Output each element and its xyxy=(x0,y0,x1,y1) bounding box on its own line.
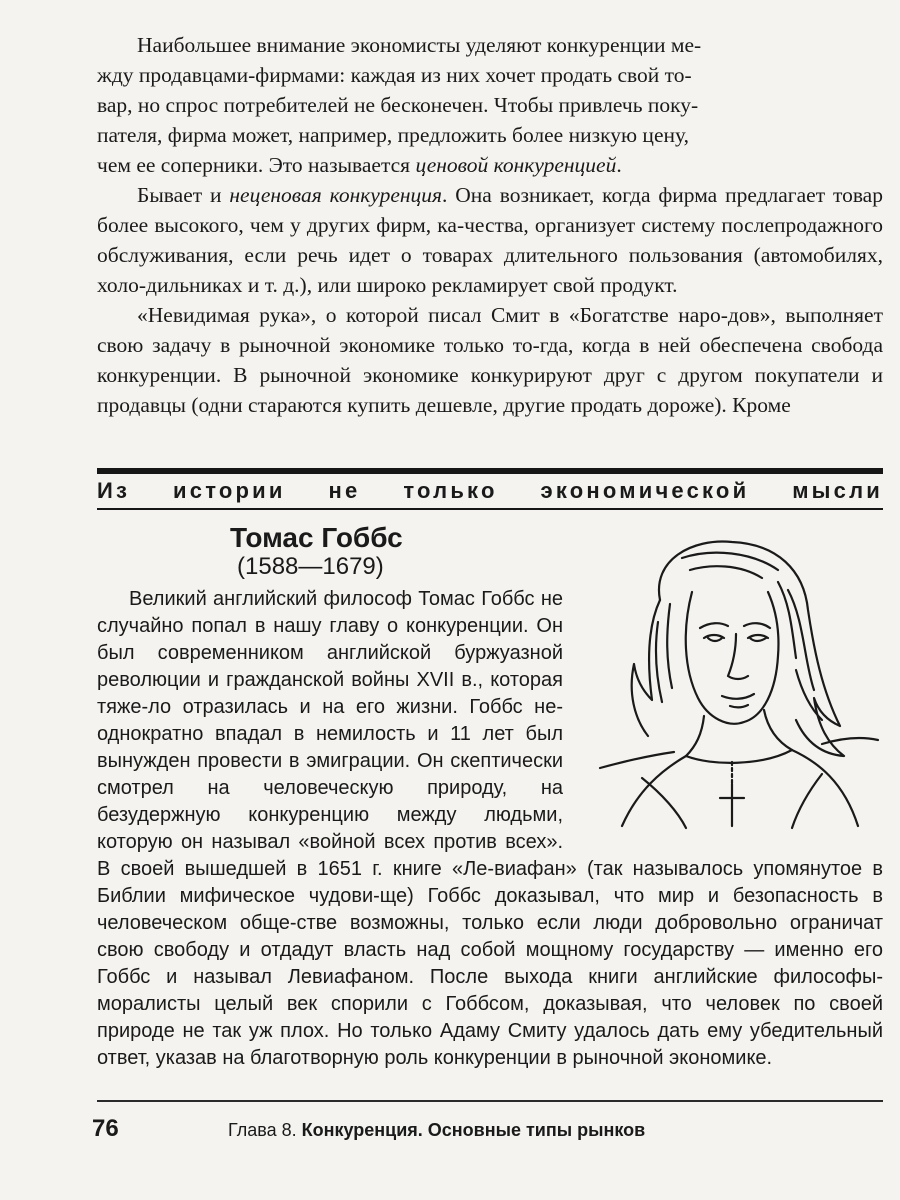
section-title: Из истории не только экономической мысли xyxy=(97,478,883,503)
page-number: 76 xyxy=(92,1115,119,1142)
paragraph-line: чем ее соперники. Это называется xyxy=(97,153,416,177)
paragraph-price-competition: Наибольшее внимание экономисты уделяют конкуренции ме- жду продавцами-фирмами: каждая из них хочет продать свой то- вар, но спрос потребителей не бесконечен. Чтобы привлечь поку- пателя, фирма может, например, предложить более низкую цену, чем ее соперники. Это называется ценовой конкуренцией. xyxy=(97,33,702,177)
portrait-float-space xyxy=(563,586,883,854)
biography-text xyxy=(97,586,883,1072)
paragraph-line: вар, но спрос потребителей не бесконечен. Чтобы привлечь поку- xyxy=(97,93,699,117)
paragraph-nonprice-competition: Бывает и неценовая конкуренция. Она возникает, когда фирма предлагает товар более высокого, чем у других фирм, ка-чества, организует систему послепродажного обслуживания, если речь идет о товарах длительного пользования (автомобилях, холо-дильниках и т. д.), или широко рекламирует свой продукт. xyxy=(97,183,883,297)
person-name: Томас Гоббс xyxy=(230,522,403,553)
person-years: (1588—1679) xyxy=(237,553,384,580)
paragraph-invisible-hand: «Невидимая рука», о которой писал Смит в «Богатстве наро-дов», выполняет свою задачу в рыночной экономике только то-гда, когда в ней обеспечена свобода конкуренции. В рыночной экономике конкурируют друг с другом покупатели и продавцы (одни стараются купить дешевле, другие продать дороже). Кроме xyxy=(97,303,883,417)
chapter-prefix: Глава 8. xyxy=(228,1120,302,1140)
section-band-top-rule xyxy=(97,468,883,474)
biography-paragraph: Великий английский философ Томас Гоббс не случайно попал в нашу главу о конкуренции. Он был современником английской буржуазной революции и гражданской войны XVII в., которая тяже-ло отразилась и на его жизни. Гоббс не-однократно впадал в немилость и 11 лет был вынужден провести в эмиграции. Он скептически смотрел на человеческую природу, на безудержную конкуренцию между людьми, которую он называл «войной всех против всех». В своей вышедшей в 1651 г. книге «Ле-виафан» (так называлось упомянутое в Библии мифическое чудови-ще) Гоббс доказывал, что мир и безопасность в человеческом обще-стве возможны, только если люди добровольно ограничат свою свободу и отдадут власть над собой мощному государству — именно его Гоббс и называл Левиафаном. После выхода книги английские философы-моралисты целый век спорили с Гоббсом, доказывая, что человек по своей природе не так уж плох. Но только Адаму Смиту удалось дать ему убедительный ответ, указав на благотворную роль конкуренции в рыночной экономике. xyxy=(97,588,883,1069)
paragraph-line: Наибольшее внимание экономисты уделяют конкуренции ме- xyxy=(137,33,702,57)
paragraph-line: пателя, фирма может, например, предложить более низкую цену, xyxy=(97,123,689,147)
chapter-title: Конкуренция. Основные типы рынков xyxy=(301,1120,646,1140)
term-nonprice-competition: неценовая конкуренция xyxy=(229,183,443,207)
running-head xyxy=(228,1116,788,1144)
section-band-bottom-rule xyxy=(97,508,883,510)
footer-rule xyxy=(97,1100,883,1102)
paragraph-line: жду продавцами-фирмами: каждая из них хочет продать свой то- xyxy=(97,63,692,87)
main-text xyxy=(97,30,883,420)
term-price-competition: ценовой конкуренцией xyxy=(415,153,617,177)
